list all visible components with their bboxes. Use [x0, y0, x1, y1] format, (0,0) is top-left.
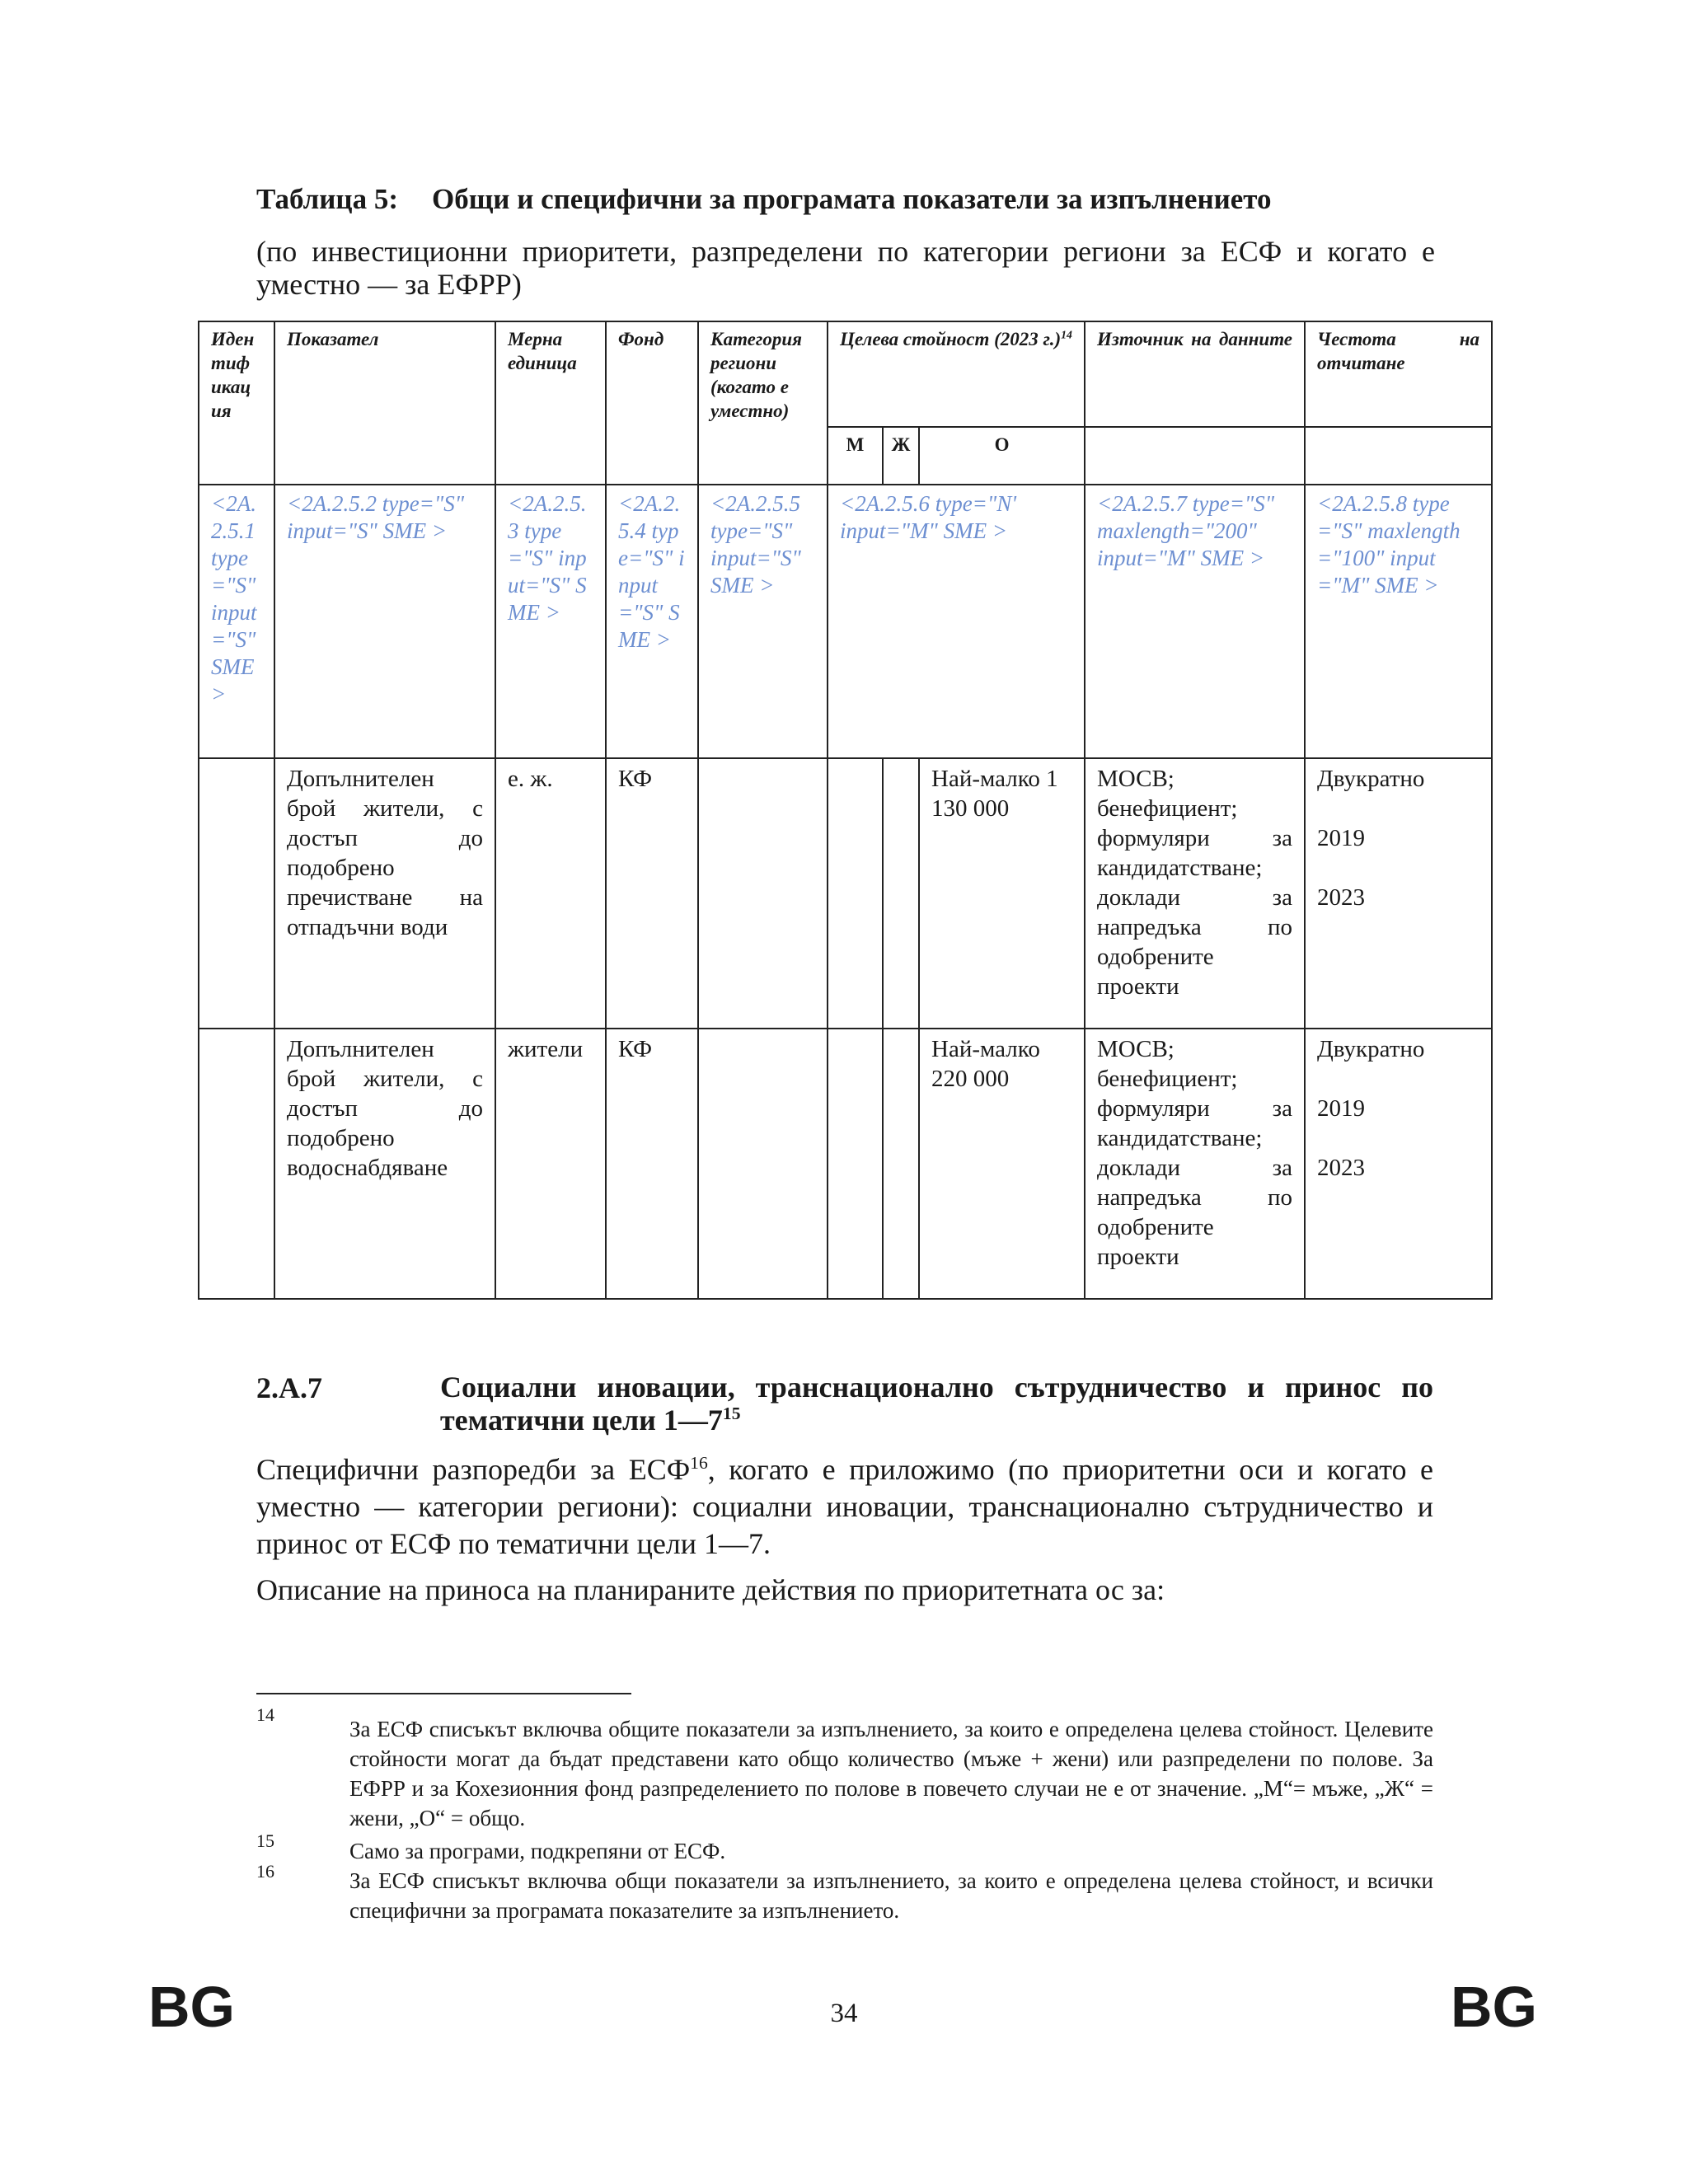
tag-target: <2A.2.5.6 type="N' input="M" SME >: [828, 485, 1085, 758]
tag-indicator: <2A.2.5.2 type="S" input="S" SME >: [274, 485, 495, 758]
table-row: [199, 1029, 1492, 1299]
header-category: Категория региони (когато е уместно): [698, 321, 828, 485]
row1-m: [828, 758, 883, 1029]
row2-frequency: [1305, 1029, 1492, 1299]
row2-o: Най-малко 220 000: [919, 1029, 1085, 1299]
row1-source: МОСВ; бенефициент; формуляри за кандидатстване; доклади за напредъка по одобрените проекти: [1085, 758, 1305, 1029]
paragraph-esf: Специфични разпоредби за ЕСФ$^{16}$, когато е приложимо (по приоритетни оси и когато е уместно — категории региони): социални иновации, транснационално сътрудничество и принос от ЕСФ по тематични цели 1—7.: [256, 1453, 1433, 1560]
footnote-ref-16: 16: [690, 1453, 708, 1473]
footnote-ref-15: 15: [722, 1404, 741, 1423]
section-number: 2.A.7: [256, 1371, 322, 1404]
row2-m: [828, 1029, 883, 1299]
header-id: Иден тиф икац ия: [199, 321, 274, 485]
footnote-ref-14: 14: [1061, 328, 1072, 341]
row1-freq-label: Двукратно: [1317, 766, 1425, 792]
row2-freq-label: Двукратно: [1317, 1036, 1425, 1062]
header-indicator: Показател: [274, 321, 495, 485]
table-row: [199, 758, 1492, 1029]
tag-source: <2A.2.5.7 type="S" maxlength="200" input="M" SME >: [1085, 485, 1305, 758]
language-code-left: BG: [148, 1975, 235, 2039]
row2-unit: жители: [495, 1029, 606, 1299]
header-row: [199, 321, 1492, 427]
footnote-text: За ЕСФ списъкът включва общите показатели за изпълнението, за които е определена целева стойност. Целевите стойности могат да бъдат представени като общо количество (мъже + жени) или разпределени по полове. За ЕФРР и за Кохезионния фонд разпределението по полове в повечето случаи не е от значение. „М“= мъже, „Ж“ = жени, „О“ = общо.: [349, 1717, 1433, 1830]
row1-indicator: Допълнителен брой жители, с достъп до подобрено пречистване на отпадъчни води: [274, 758, 495, 1029]
header-w: Ж: [883, 427, 919, 485]
tag-frequency: <2A.2.5.8 type="S" maxlength="100" input="M" SME >: [1305, 485, 1492, 758]
page-number: 34: [830, 1999, 858, 2028]
footnote-number: 14: [256, 1704, 274, 1725]
row1-id: [199, 758, 274, 1029]
tag-category: <2A.2.5.5 type="S" input="S" SME >: [698, 485, 828, 758]
row1-unit: е. ж.: [495, 758, 606, 1029]
row2-id: [199, 1029, 274, 1299]
row2-fund: КФ: [606, 1029, 698, 1299]
row1-category: [698, 758, 828, 1029]
table-title: Общи и специфични за програмата показатели за изпълнението: [432, 183, 1272, 215]
footnote-text: Само за програми, подкрепяни от ЕСФ.: [349, 1839, 726, 1863]
row2-w: [883, 1029, 919, 1299]
tag-row: [199, 485, 1492, 758]
language-code-right: BG: [1451, 1975, 1537, 2039]
row2-freq-2019: 2019: [1317, 1095, 1366, 1122]
header-fund: Фонд: [606, 321, 698, 485]
indicators-table: [198, 321, 1493, 1300]
table-caption: [256, 183, 1435, 216]
row1-w: [883, 758, 919, 1029]
paragraph-description: Описание на приноса на планираните действия по приоритетната ос за:: [256, 1573, 1165, 1606]
header-source: Източник на данните: [1085, 321, 1305, 427]
header-m: М: [828, 427, 883, 485]
header-target: Целева стойност (2023 г.)$^{14}$: [828, 321, 1085, 427]
footnote-number: 15: [256, 1830, 274, 1851]
footnote-number: 16: [256, 1861, 274, 1882]
footnote-text: За ЕСФ списъкът включва общи показатели за изпълнението, за които е определена целева стойност, и всички специфични за програмата показателите за изпълнението.: [349, 1868, 1433, 1923]
row1-o: Най-малко 1 130 000: [919, 758, 1085, 1029]
footnote-separator: [256, 1693, 631, 1694]
row1-freq-2023: 2023: [1317, 884, 1366, 911]
table-number: Таблица 5:: [256, 183, 398, 215]
row1-freq-2019: 2019: [1317, 825, 1366, 851]
tag-unit: <2A.2.5.3 type="S" input="S" SME >: [495, 485, 606, 758]
header-o: О: [919, 427, 1085, 485]
row2-category: [698, 1029, 828, 1299]
tag-fund: <2A.2.5.4 type="S" input="S" SME >: [606, 485, 698, 758]
row1-fund: КФ: [606, 758, 698, 1029]
row2-source: МОСВ; бенефициент; формуляри за кандидатстване; доклади за напредъка по одобрените проекти: [1085, 1029, 1305, 1299]
row1-frequency: [1305, 758, 1492, 1029]
table-subtitle: (по инвестиционни приоритети, разпределени по категории региони за ЕСФ и когато е уместно — за ЕФРР): [256, 235, 1435, 301]
header-source-blank: [1085, 427, 1305, 485]
header-frequency: Честота на отчитане: [1305, 321, 1492, 427]
header-frequency-blank: [1305, 427, 1492, 485]
row2-freq-2023: 2023: [1317, 1155, 1366, 1181]
section-title: Социални иновации, транснационално сътрудничество и принос по тематични цели $1—7^{15}$: [440, 1371, 1433, 1436]
row2-indicator: Допълнителен брой жители, с достъп до подобрено водоснабдяване: [274, 1029, 495, 1299]
header-unit: Мерна единица: [495, 321, 606, 485]
tag-id: <2A.2.5.1 type="S" input="S" SME >: [199, 485, 274, 758]
